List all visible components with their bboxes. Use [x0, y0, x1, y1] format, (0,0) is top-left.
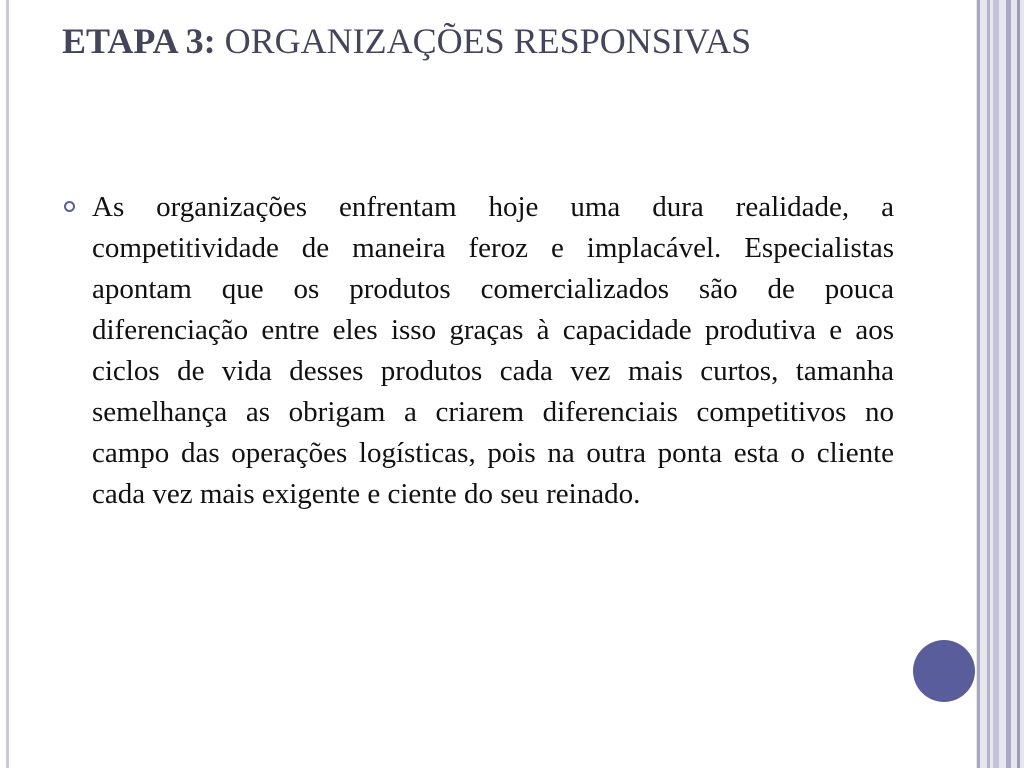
left-border-line	[6, 0, 9, 768]
slide-title	[62, 20, 942, 62]
decorative-stripe	[1006, 0, 1011, 768]
decorative-stripe	[993, 0, 999, 768]
decorative-stripe	[1017, 0, 1020, 768]
bullet-paragraph: As organizações enfrentam hoje uma dura realidade, a competitividade de maneira feroz e implacável. Especialistas apontam que os produtos comercializados são de pouca diferenciação entre eles isso graças à capacidade produtiva e aos ciclos de vida desses produtos cada vez mais curtos, tamanha semelhança as obrigam a criarem diferenciais competitivos no campo das operações logísticas, pois na outra ponta esta o cliente cada vez mais exigente e ciente do seu reinado.	[92, 191, 894, 510]
decorative-stripe	[987, 0, 990, 768]
slide-title-bold: ETAPA 3:	[62, 21, 216, 61]
slide-title-rest: ORGANIZAÇÕES RESPONSIVAS	[215, 21, 752, 61]
right-decorative-band	[976, 0, 1024, 768]
decorative-circle	[913, 640, 975, 702]
decorative-stripe	[977, 0, 980, 768]
bullet-ring-icon	[64, 201, 75, 212]
